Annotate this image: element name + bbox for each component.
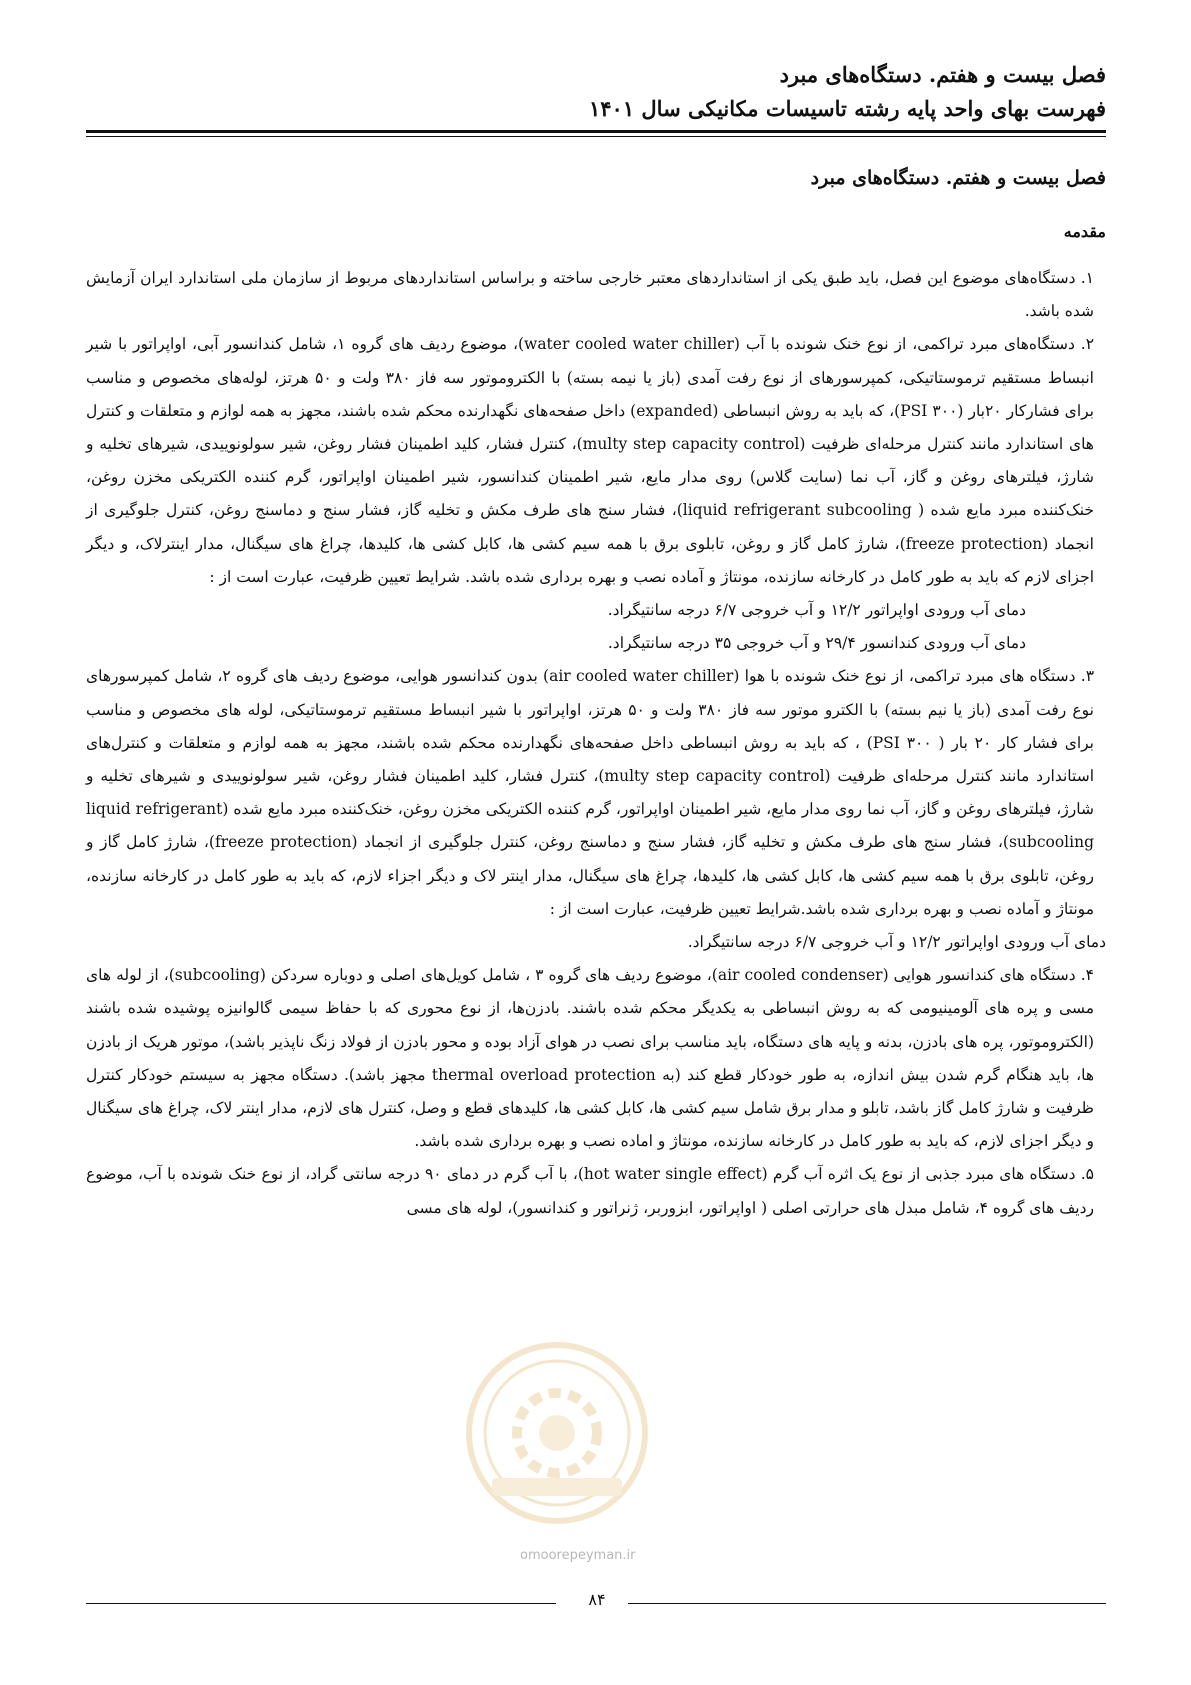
header-rule-thick [86, 130, 1106, 133]
watermark-url: omoorepeyman.ir [520, 1548, 636, 1563]
paragraph-4: ۴. دستگاه های کندانسور هوایی (air cooled condenser)، موضوع ردیف های گروه ۳ ، شامل کویل‌های اصلی و دوباره سردکن (subcooling)، از لوله های مسی و پره های آلومینیومی که به روش انبساطی به یکدیگر محکم شده باشند. بادزن‌ها، از نوع محوری که با حفاظ سیمی گالوانیزه پوشیده شده باشند (الکتروموتور، پره های بادزن، بدنه و پایه های دستگاه، باید مناسب برای نصب در هوای آزاد بوده و محور بادزن از فولاد زنگ ناپذیر باشد)، موتور هریک از بادزن ها، باید هنگام گرم شدن بیش اندازه، به طور خودکار قطع کند (به thermal overload protection مجهز باشد). دستگاه مجهز به سیستم خودکار کنترل ظرفیت و شارژ کامل گاز باشد، تابلو و مدار برق شامل سیم کشی ها، کابل کشی ها، کلیدهای قطع و وصل، کنترل های لازم، مدار اینتر لاک، چراغ های سیگنال و دیگر اجزای لازم، که باید به طور کامل در کارخانه سازنده، مونتاژ و اماده نصب و بهره برداری شده باشد. [86, 966, 1094, 1151]
paragraph-2: ۲. دستگاه‌های مبرد تراکمی، از نوع خنک شونده با آب (water cooled water chiller)، موضوع ردیف های گروه ۱، شامل کندانسور آبی، اواپراتور با شیر انبساط مستقیم ترموستاتیکی، کمپرسورهای از نوع رفت آمدی (باز یا نیمه بسته) با الکتروموتور سه فاز ۳۸۰ ولت و ۵۰ هرتز، لوله‌های مخصوص و مناسب برای فشارکار ۲۰بار (۳۰۰ PSI)، که باید به روش انبساطی (expanded) داخل صفحه‌های نگهدارنده محکم شده باشند، مجهز به همه لوازم و متعلقات و کنترل های استاندارد مانند کنترل مرحله‌ای ظرفیت (multy step capacity control)، کنترل فشار، کلید اطمینان فشار روغن، شیر سولونوییدی، شیرهای تخلیه و شارژ، فیلترهای روغن و گاز، آب نما (سایت گلاس) روی مدار مایع، شیر اطمینان کندانسور، شیر اطمینان اواپراتور، گرم کننده الکتریکی مخزن روغن، خنک‌کننده مبرد مایع شده ( liquid refrigerant subcooling)، فشار سنج های طرف مکش و تخلیه گاز، فشار سنج و دماسنج روغن، کنترل جلوگیری از انجماد (freeze protection)، شارژ کامل گاز و روغن، تابلوی برق با همه سیم کشی ها، کابل کشی ها، کلیدها، چراغ های سیگنال، مدار اینترلاک، و دیگر اجزای لازم که باید به طور کامل در کارخانه سازنده، مونتاژ و آماده نصب و بهره برداری شده باشد. شرایط تعیین ظرفیت، عبارت است از : [86, 335, 1095, 586]
header-rule-thin [86, 136, 1106, 137]
running-header [86, 58, 1106, 126]
header-chapter: فصل بیست و هفتم. دستگاه‌های مبرد [779, 62, 1106, 87]
chapter-title: فصل بیست و هفتم. دستگاه‌های مبرد [810, 167, 1106, 189]
condition-condenser: دمای آب ورودی کندانسور ۲۹/۴ و آب خروجی ۳۵ درجه سانتیگراد. [607, 634, 1026, 653]
page-number: ۸۴ [588, 1590, 606, 1609]
header-book-title: فهرست بهای واحد پایه رشته تاسیسات مکانیکی سال ۱۴۰۱ [588, 96, 1106, 121]
paragraph-5: ۵. دستگاه های مبرد جذبی از نوع یک اثره آب گرم (hot water single effect)، با آب گرم در دمای ۹۰ درجه سانتی گراد، از نوع خنک شونده با آب، موضوع ردیف های گروه ۴، شامل مبدل های حرارتی اصلی ( اواپراتور، ابزوربر، ژنراتور و کندانسور)، لوله های مسی [86, 1165, 1094, 1217]
condition-evaporator: دمای آب ورودی اواپراتور ۱۲/۲ و آب خروجی ۶/۷ درجه سانتیگراد. [607, 601, 1026, 620]
footer-rule-right [628, 1603, 1106, 1604]
footer-rule-left [86, 1603, 556, 1604]
condition-evaporator-2: دمای آب ورودی اواپراتور ۱۲/۲ و آب خروجی ۶/۷ درجه سانتیگراد. [687, 933, 1106, 952]
section-title-intro: مقدمه [1063, 222, 1106, 241]
paragraph-3: ۳. دستگاه های مبرد تراکمی، از نوع خنک شونده با هوا (air cooled water chiller) بدون کندانسور هوایی، موضوع ردیف های گروه ۲، شامل کمپرسورهای نوع رفت آمدی (باز یا نیم بسته) با الکترو موتور سه فاز ۳۸۰ ولت و ۵۰ هرتز، اواپراتور با شیر انبساط مستقیم ترموستاتیکی، لوله های مخصوص و مناسب برای فشار کار ۲۰ بار ( ۳۰۰ PSI) ، که باید به روش انبساطی داخل صفحه‌های نگهدارنده محکم شده باشند، مجهز به همه لوازم و متعلقات و کنترل‌های استاندارد مانند کنترل مرحله‌ای ظرفیت (multy step capacity control)، کنترل فشار، کلید اطمینان فشار روغن، شیر سولونوییدی و شیرهای تخلیه و شارژ، فیلترهای روغن و گاز، آب نما روی مدار مایع، شیر اطمینان اواپراتور، گرم کننده الکتریکی مخزن روغن، خنک‌کننده مبرد مایع شده (liquid refrigerant subcooling)، فشار سنج های طرف مکش و تخلیه گاز، فشار سنج و دماسنج روغن، کنترل جلوگیری از انجماد (freeze protection)، شارژ کامل گاز و روغن، تابلوی برق با همه سیم کشی ها، کابل کشی ها، کلیدها، چراغ های سیگنال، مدار اینتر لاک و دیگر اجزاء لازم، که باید به طور کامل در کارخانه سازنده، مونتاژ و آماده نصب و بهره برداری شده باشد.شرایط تعیین ظرفیت، عبارت است از : [86, 667, 1095, 918]
logo-seal-icon [462, 1338, 652, 1528]
body-text [86, 262, 1106, 1225]
paragraph-1: ۱. دستگاه‌های موضوع این فصل، باید طبق یکی از استانداردهای معتبر خارجی ساخته و براساس استانداردهای مربوط از سازمان ملی استاندارد ایران آزمایش شده باشد. [86, 269, 1094, 321]
